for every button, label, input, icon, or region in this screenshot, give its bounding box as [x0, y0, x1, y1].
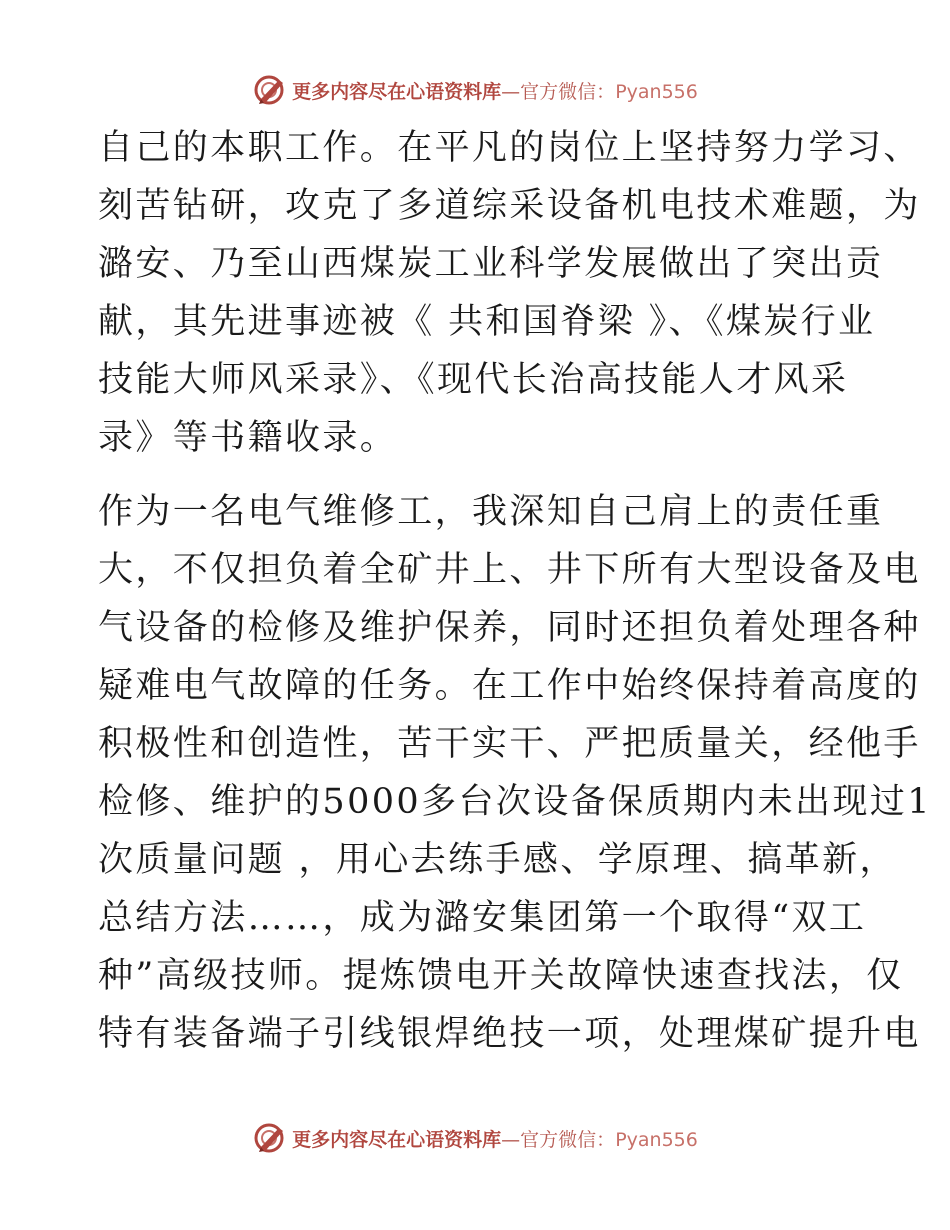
text-line: 次质量问题 ，用心去练手感、学原理、搞革新，: [98, 840, 897, 880]
header-banner-text: [292, 77, 698, 104]
text-line: 作为一名电气维修工，我深知自己肩上的责任重: [98, 492, 884, 532]
paragraph-gap: [98, 467, 858, 483]
footer-banner-text: [292, 1125, 698, 1152]
text-line: 气设备的检修及维护保养，同时还担负着处理各种: [98, 608, 921, 648]
text-line: 自己的本职工作。在平凡的岗位上坚持努力学习、: [98, 128, 921, 168]
text-line: 疑难电气故障的任务。在工作中始终保持着高度的: [98, 666, 921, 706]
header-brand-text: 更多内容尽在心语资料库: [292, 80, 502, 103]
header-banner: [0, 70, 950, 110]
header-contact-label: 官方微信：: [520, 80, 616, 103]
paragraph-1: [98, 119, 921, 467]
text-line: 总结方法……，成为潞安集团第一个取得“双工: [98, 898, 867, 938]
text-line: 检修、维护的5000多台次设备保质期内未出现过1: [98, 782, 932, 822]
header-separator: —: [501, 80, 521, 103]
text-line: 刻苦钻研，攻克了多道综采设备机电技术难题，为: [98, 186, 921, 226]
header-contact-id: Pyan556: [615, 80, 698, 103]
text-line: 录》等书籍收录。: [98, 418, 398, 458]
text-line: 献，其先进事迹被《 共和国脊梁 》、《煤炭行业: [98, 302, 876, 342]
pen-swirl-logo-icon: [252, 1120, 288, 1156]
text-line: 大，不仅担负着全矿井上、井下所有大型设备及电: [98, 550, 921, 590]
pen-swirl-logo-icon: [252, 72, 288, 108]
text-line: 特有装备端子引线银焊绝技一项，处理煤矿提升电: [98, 1014, 921, 1054]
footer-banner: [0, 1118, 950, 1158]
document-body: [98, 119, 932, 1063]
text-line: 潞安、乃至山西煤炭工业科学发展做出了突出贡: [98, 244, 884, 284]
footer-separator: —: [501, 1128, 521, 1151]
paragraph-2: [98, 483, 932, 1063]
text-line: 技能大师风采录》、《现代长治高技能人才风采: [98, 360, 849, 400]
text-line: 种”高级技师。提炼馈电开关故障快速查找法，仅: [98, 956, 904, 996]
text-line: 积极性和创造性，苦干实干、严把质量关，经他手: [98, 724, 921, 764]
footer-contact-id: Pyan556: [615, 1128, 698, 1151]
footer-brand-text: 更多内容尽在心语资料库: [292, 1128, 502, 1151]
footer-contact-label: 官方微信：: [520, 1128, 616, 1151]
